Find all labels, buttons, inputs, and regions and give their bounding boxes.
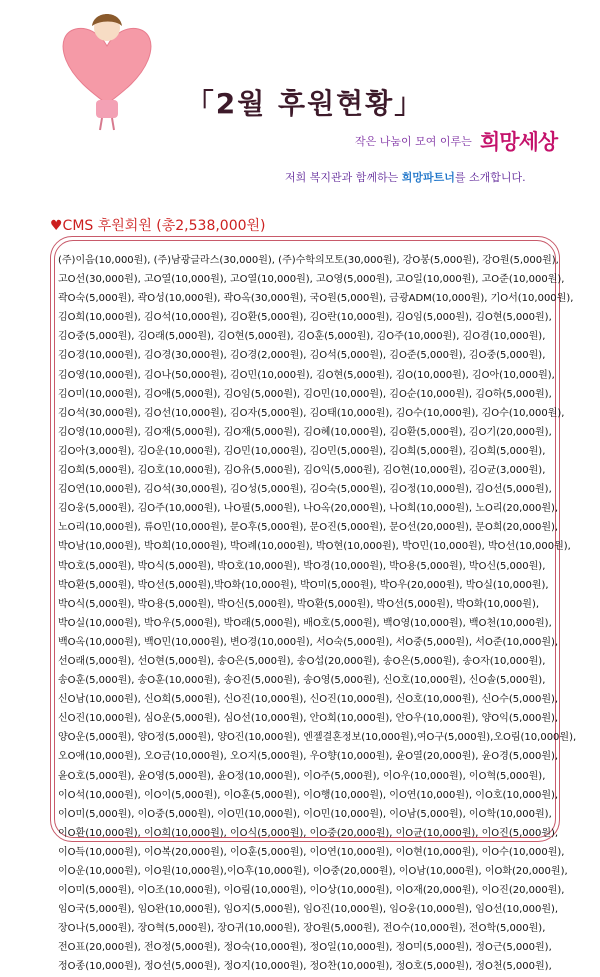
tagline2-partner: 희망파트너 — [401, 171, 455, 184]
donor-line: 김O중(5,000원), 김O래(5,000원), 김O현(5,000원), 김O훈(5,000원), 김O주(10,000원), 김O겸(10,000원), — [58, 331, 546, 343]
donor-line: 곽O숙(5,000원), 곽O성(10,000원), 곽O옥(30,000원), 국O원(5,000원), 금광ADM(10,000원), 기O서(10,000원), — [58, 293, 574, 305]
tagline-introduction — [285, 169, 526, 185]
cms-donors-heading: ♥CMS 후원회원 (총2,538,000원) — [50, 218, 266, 234]
girl-heart-illustration — [52, 8, 162, 133]
donor-line: 박O환(5,000원), 박O선(5,000원),박O화(10,000원), 박O미(5,000원), 박O우(20,000원), 박O실(10,000원), — [58, 579, 549, 591]
donor-line: 신O진(10,000원), 심O운(5,000원), 심O선(10,000원), 안O희(10,000원), 안O우(10,000원), 양O익(5,000원), — [58, 713, 559, 725]
donor-line: 박O실(10,000원), 박O우(5,000원), 박O래(5,000원), 배O호(5,000원), 백O영(10,000원), 백O천(10,000원), — [58, 617, 552, 629]
donor-line: 오O애(10,000원), 오O금(10,000원), 오O지(5,000원), 우O향(10,000원), 윤O열(20,000원), 윤O경(5,000원), — [58, 751, 559, 763]
donor-line: 김O희(5,000원), 김O호(10,000원), 김O유(5,000원), 김O익(5,000원), 김O현(10,000원), 김O균(3,000원), — [58, 465, 546, 477]
donor-line: 이O운(10,000원), 이O원(10,000원),이O후(10,000원), 이O중(20,000원), 이O남(10,000원), 이O화(20,000원), — [58, 866, 568, 877]
donor-line: 장O나(5,000원), 장O혁(5,000원), 장O귀(10,000원), 장O원(5,000원), 전O수(10,000원), 전O학(5,000원), — [58, 923, 546, 935]
tagline2-prefix: 저희 복지관과 함께하는 — [285, 171, 402, 184]
donor-line: 노O리(10,000원), 류O민(10,000원), 문O후(5,000원), 문O진(5,000원), 문O선(20,000원), 문O희(20,000원), — [58, 522, 559, 534]
page-title: 「2월 후원현황」 — [185, 87, 425, 120]
tagline-brand: 희망세상 — [480, 130, 558, 154]
donor-line: 송O훈(5,000원), 송O훈(10,000원), 송O진(5,000원), 송O영(5,000원), 신O호(10,000원), 신O솔(5,000원), — [58, 675, 546, 687]
donor-line: 김O석(30,000원), 김O선(10,000원), 김O자(5,000원), 김O태(10,000원), 김O수(10,000원), 김O수(10,000원), — [58, 407, 565, 419]
donor-line: 윤O호(5,000원), 윤O영(5,000원), 윤O정(10,000원), 이O주(5,000원), 이O우(10,000원), 이O혁(5,000원), — [58, 770, 546, 782]
donor-line: 양O운(5,000원), 양O정(5,000원), 양O진(10,000원), 엔젤결혼정보(10,000원),여O구(5,000원),오O림(10,000원), — [58, 732, 577, 744]
donor-line: 김O경(10,000원), 김O경(30,000원), 김O경(2,000원), 김O석(5,000원), 김O준(5,000원), 김O중(5,000원), — [58, 350, 546, 362]
donor-line: 박O남(10,000원), 박O희(10,000원), 박O례(10,000원), 박O현(10,000원), 박O민(10,000원), 박O선(10,000원), — [58, 541, 571, 553]
donor-line: 정O종(10,000원), 정O선(5,000원), 정O지(10,000원), 정O찬(10,000원), 정O호(5,000원), 정O천(5,000원), — [58, 961, 552, 973]
donor-line: 김O미(10,000원), 김O애(5,000원), 김O임(5,000원), 김O민(10,000원), 김O순(10,000원), 김O하(5,000원), — [58, 388, 552, 400]
donor-line: 김O연(10,000원), 김O석(30,000원), 김O성(5,000원), 김O숙(5,000원), 김O정(10,000원), 김O선(5,000원), — [58, 484, 552, 496]
donor-line: 이O석(10,000원), 이O이(5,000원), 이O훈(5,000원), 이O행(10,000원), 이O연(10,000원), 이O호(10,000원), — [58, 789, 559, 801]
donor-line: 이O득(10,000원), 이O복(20,000원), 이O훈(5,000원), 이O연(10,000원), 이O현(10,000원), 이O수(10,000원), — [58, 846, 565, 858]
donor-line: 고O선(30,000원), 고O열(10,000원), 고O열(10,000원), 고O영(5,000원), 고O일(10,000원), 고O준(10,000원), — [58, 274, 565, 286]
donor-line: 김O영(10,000원), 김O재(5,000원), 김O재(5,000원), 김O혜(10,000원), 김O환(5,000원), 김O기(20,000원), — [58, 426, 552, 438]
donor-line: 김O영(10,000원), 김O나(50,000원), 김O민(10,000원), 김O현(5,000원), 김O(10,000원), 김O아(10,000원), — [58, 369, 555, 381]
donor-line: 박O호(5,000원), 박O식(5,000원), 박O호(10,000원), 박O경(10,000원), 박O용(5,000원), 박O신(5,000원), — [58, 560, 546, 572]
donor-line: 이O미(5,000원), 이O조(10,000원), 이O림(10,000원), 이O상(10,000원), 이O재(20,000원), 이O진(20,000원), — [58, 885, 565, 897]
donor-line: 임O국(5,000원), 임O완(10,000원), 임O지(5,000원), 임O진(10,000원), 임O웅(10,000원), 임O선(10,000원), — [58, 904, 559, 916]
tagline-small-sharing: 작은 나눔이 모여 이루는 — [355, 135, 472, 148]
donor-line: 신O남(10,000원), 신O희(5,000원), 신O진(10,000원), 신O진(10,000원), 신O호(10,000원), 신O수(5,000원), — [58, 694, 559, 706]
donor-line: 선O래(5,000원), 선O현(5,000원), 송O은(5,000원), 송O섭(20,000원), 송O은(5,000원), 송O자(10,000원), — [58, 655, 546, 667]
donor-line: 백O옥(10,000원), 백O민(10,000원), 변O경(10,000원), 서O숙(5,000원), 서O중(5,000원), 서O준(10,000원), — [58, 636, 559, 648]
donor-line: (주)이음(10,000원), (주)남광글라스(30,000원), (주)수학의모토(30,000원), 강O봉(5,000원), 강O원(5,000원), — [58, 255, 559, 266]
donor-line: 김O웅(5,000원), 김O주(10,000원), 나O필(5,000원), 나O옥(20,000원), 나O희(10,000원), 노O리(20,000원), — [58, 503, 559, 515]
tagline2-suffix: 를 소개합니다. — [454, 171, 526, 184]
donor-line: 박O식(5,000원), 박O용(5,000원), 박O신(5,000원), 박O환(5,000원), 박O선(5,000원), 박O화(10,000원), — [58, 598, 540, 610]
donor-line: 이O환(10,000원), 이O희(10,000원), 이O식(5,000원), 이O중(20,000원), 이O균(10,000원), 이O진(5,000원), — [58, 827, 559, 839]
donor-line: 김O희(10,000원), 김O석(10,000원), 김O환(5,000원), 김O란(10,000원), 김O임(5,000원), 김O현(5,000원), — [58, 312, 552, 324]
donor-line: 김O아(3,000원), 김O운(10,000원), 김O민(10,000원), 김O민(5,000원), 김O희(5,000원), 김O희(5,000원), — [58, 445, 546, 457]
donor-line: 전O표(20,000원), 전O정(5,000원), 정O숙(10,000원), 정O일(10,000원), 정O미(5,000원), 정O근(5,000원), — [58, 942, 552, 954]
donor-line: 이O미(5,000원), 이O중(5,000원), 이O민(10,000원), 이O민(10,000원), 이O남(5,000원), 이O학(10,000원), — [58, 808, 552, 820]
donor-list — [58, 251, 577, 977]
